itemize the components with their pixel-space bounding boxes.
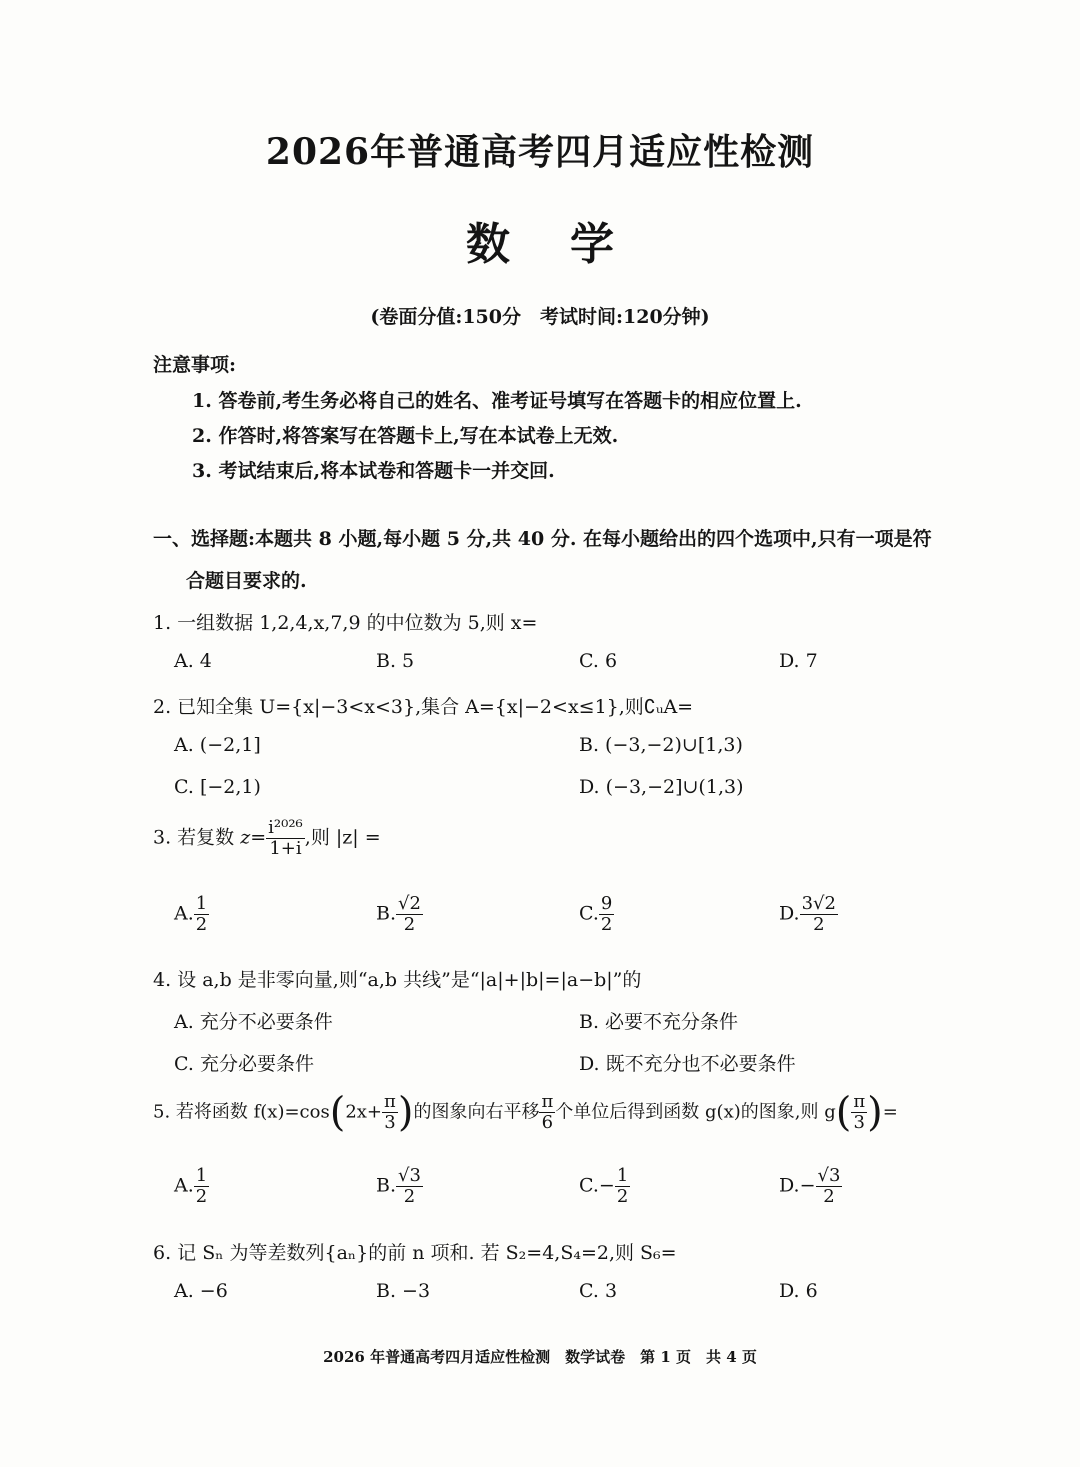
option-fraction: [194, 1166, 209, 1207]
option-fraction: [396, 1166, 423, 1207]
q5-option-a: [174, 1166, 209, 1207]
q5-option-b: [376, 1166, 423, 1207]
q5-part2: 2x+: [345, 1101, 383, 1123]
q5-paren-close-2: ): [867, 1089, 883, 1136]
option-numerator: 9: [600, 893, 613, 914]
option-numerator: 1: [195, 1165, 208, 1186]
option-denominator: 2: [195, 913, 208, 935]
option-fraction: [800, 894, 838, 935]
notice-item-1: 1. 答卷前,考生务必将自己的姓名、准考证号填写在答题卡的相应位置上.: [192, 390, 802, 412]
option-fraction: [599, 894, 614, 935]
option-fraction: [396, 894, 423, 935]
q5-part1: 5. 若将函数 f(x)=cos: [153, 1101, 330, 1123]
q4-option-d: D. 既不充分也不必要条件: [579, 1053, 796, 1075]
option-denominator: 2: [813, 913, 825, 935]
q5-paren-open-2: (: [835, 1089, 852, 1136]
q3-numerator: i²⁰²⁶: [268, 817, 303, 838]
page-footer: 2026 年普通高考四月适应性检测 数学试卷 第 1 页 共 4 页: [323, 1348, 757, 1366]
q3-fraction: [266, 818, 305, 859]
question-4: 4. 设 a,b 是非零向量,则“a,b 共线”是“|a|+|b|=|a−b|”的: [153, 969, 642, 991]
q5-fraction-3: [851, 1092, 867, 1133]
q6-option-c: C. 3: [579, 1280, 618, 1302]
q6-option-d: D. 6: [779, 1280, 818, 1302]
question-1: 1. 一组数据 1,2,4,x,7,9 的中位数为 5,则 x=: [153, 612, 538, 634]
q6-option-b: B. −3: [376, 1280, 431, 1302]
option-sign: −: [598, 1174, 615, 1197]
question-6: 6. 记 Sₙ 为等差数列{aₙ}的前 n 项和. 若 S₂=4,S₄=2,则 S₆=: [153, 1242, 677, 1264]
q5-frac2-den: 6: [541, 1111, 554, 1133]
q3-suffix: ,则 |z| =: [304, 826, 381, 849]
q3-option-b: [376, 894, 423, 935]
q2-option-a: A. (−2,1]: [174, 734, 261, 756]
q3-var: z: [240, 826, 251, 849]
q3-eq: =: [250, 826, 267, 849]
option-denominator: 2: [600, 913, 613, 935]
option-sign: −: [799, 1174, 816, 1197]
q5-paren-open: (: [329, 1089, 346, 1136]
q3-prefix: 3. 若复数: [153, 826, 241, 849]
q4-option-a: A. 充分不必要条件: [174, 1011, 333, 1033]
exam-title: 2026年普通高考四月适应性检测: [265, 131, 815, 173]
q5-fraction-2: [539, 1092, 555, 1133]
q1-option-b: B. 5: [376, 650, 415, 672]
q5-part4: 个单位后得到函数 g(x)的图象,则 g: [555, 1101, 836, 1123]
q5-frac1-den: 3: [384, 1111, 396, 1133]
q3-option-d: [779, 894, 838, 935]
option-numerator: √3: [817, 1165, 841, 1186]
option-label: D.: [779, 1174, 800, 1197]
q5-paren-close: ): [397, 1089, 414, 1136]
option-numerator: √3: [398, 1165, 421, 1186]
option-numerator: 3√2: [801, 893, 836, 914]
option-label: C.: [579, 1174, 599, 1197]
question-5: [153, 1089, 898, 1136]
q6-option-a: A. −6: [174, 1280, 228, 1302]
option-label: B.: [376, 902, 397, 925]
option-fraction: [615, 1166, 630, 1207]
q5-option-c: [579, 1166, 630, 1207]
q3-option-c: [579, 894, 614, 935]
option-denominator: 2: [823, 1185, 835, 1207]
q5-fraction-1: [382, 1092, 398, 1133]
q3-option-a: [174, 894, 209, 935]
q5-part3: 的图象向右平移: [413, 1101, 540, 1123]
q2-option-b: B. (−3,−2)∪[1,3): [579, 734, 743, 756]
q5-frac3-num: π: [853, 1091, 866, 1112]
q5-frac2-num: π: [541, 1091, 554, 1112]
exam-meta: (卷面分值:150分 考试时间:120分钟): [370, 306, 710, 328]
q5-frac1-num: π: [384, 1091, 396, 1112]
question-3: [153, 818, 381, 859]
option-fraction: [816, 1166, 843, 1207]
option-label: B.: [376, 1174, 397, 1197]
q4-option-b: B. 必要不充分条件: [579, 1011, 739, 1033]
notice-item-2: 2. 作答时,将答案写在答题卡上,写在本试卷上无效.: [192, 425, 619, 447]
q5-option-d: [779, 1166, 842, 1207]
option-label: C.: [579, 902, 599, 925]
q3-denominator: 1+i: [269, 837, 302, 859]
option-numerator: √2: [398, 893, 421, 914]
option-denominator: 2: [195, 1185, 208, 1207]
notice-title: 注意事项:: [153, 354, 237, 376]
option-fraction: [194, 894, 209, 935]
question-2: 2. 已知全集 U={x|−3<x<3},集合 A={x|−2<x≤1},则∁ᵤA=: [153, 696, 694, 718]
q2-option-d: D. (−3,−2]∪(1,3): [579, 776, 744, 798]
option-label: D.: [779, 902, 800, 925]
subject-title: 数学: [466, 219, 674, 270]
option-denominator: 2: [403, 913, 416, 935]
q1-option-c: C. 6: [579, 650, 618, 672]
q5-part5: =: [882, 1101, 898, 1123]
option-numerator: 1: [616, 1165, 629, 1186]
option-denominator: 2: [403, 1185, 416, 1207]
q1-option-d: D. 7: [779, 650, 818, 672]
q4-option-c: C. 充分必要条件: [174, 1053, 314, 1075]
q2-option-c: C. [−2,1): [174, 776, 261, 798]
option-denominator: 2: [616, 1185, 629, 1207]
option-label: A.: [174, 902, 194, 925]
option-numerator: 1: [195, 893, 208, 914]
option-label: A.: [174, 1174, 194, 1197]
notice-item-3: 3. 考试结束后,将本试卷和答题卡一并交回.: [192, 460, 555, 482]
q5-frac3-den: 3: [853, 1111, 865, 1133]
section-heading-line1: 一、选择题:本题共 8 小题,每小题 5 分,共 40 分. 在每小题给出的四个选项中,只有一项是符: [153, 528, 932, 550]
q1-option-a: A. 4: [174, 650, 212, 672]
section-heading-line2: 合题目要求的.: [186, 570, 307, 592]
